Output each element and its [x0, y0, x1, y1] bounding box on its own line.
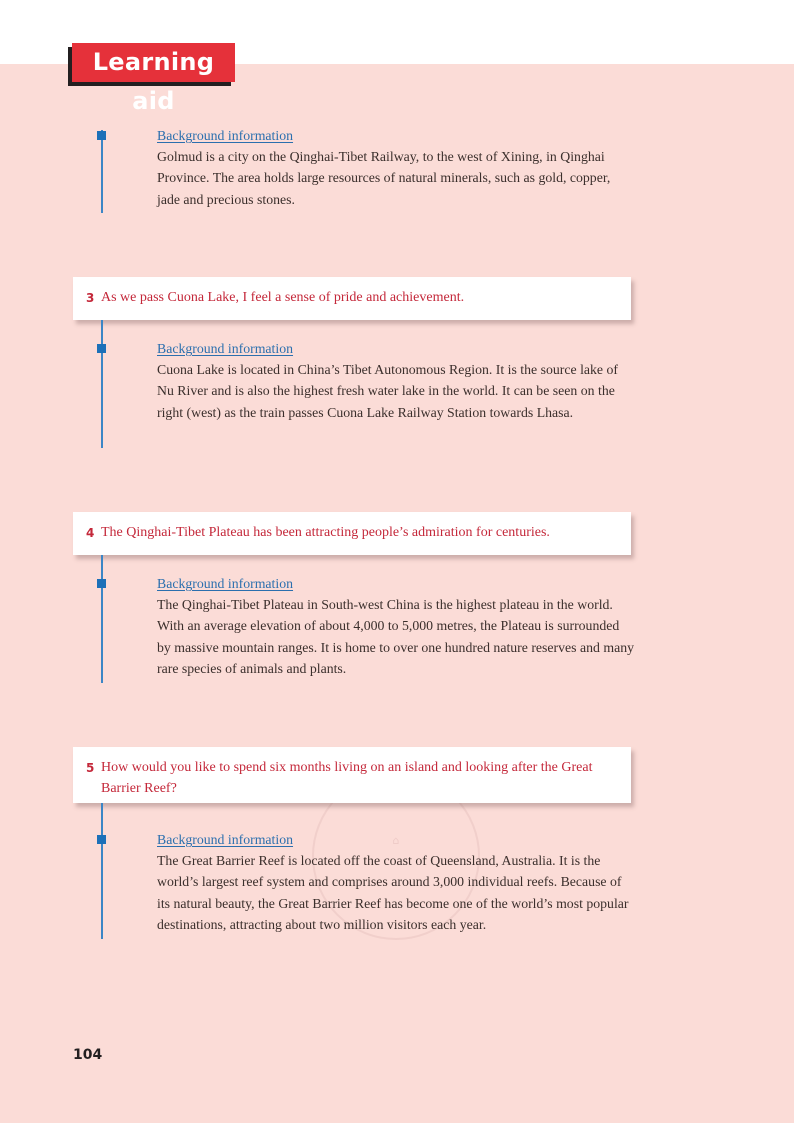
bullet-square-icon [97, 344, 106, 353]
page-title: Learning aid [72, 43, 235, 82]
background-info-block [157, 340, 635, 423]
question-text: As we pass Cuona Lake, I feel a sense of pride and achievement. [101, 290, 465, 305]
bullet-square-icon [97, 579, 106, 588]
background-info-heading: Background information [157, 341, 294, 356]
background-info-heading: Background information [157, 128, 294, 143]
question-number: 5 [86, 761, 95, 775]
timeline-line [101, 320, 103, 448]
question-text: How would you like to spend six months living on an island and looking after the Great Barrier Reef? [101, 760, 593, 796]
watermark-seal: ⌂ [312, 772, 480, 940]
background-info-text: The Great Barrier Reef is located off the coast of Queensland, Australia. It is the world’s largest reef system and comprises around 3,000 individual reefs. Because of its natural beauty, the Great Barrier Reef has become one of the world’s most popular destinations, attracting about two million visitors each year. [157, 853, 629, 932]
background-info-text: Cuona Lake is located in China’s Tibet Autonomous Region. It is the source lake of Nu River and is also the highest fresh water lake in the world. It can be seen on the right (west) as the train passes Cuona Lake Railway Station towards Lhasa. [157, 362, 618, 420]
background-info-heading: Background information [157, 832, 294, 847]
bullet-square-icon [97, 131, 106, 140]
timeline-line [101, 555, 103, 683]
question-number: 4 [86, 526, 95, 540]
question-box [73, 747, 631, 803]
background-info-block [157, 575, 635, 679]
question-text: The Qinghai-Tibet Plateau has been attracting people’s admiration for centuries. [101, 525, 550, 540]
bullet-square-icon [97, 835, 106, 844]
background-info-heading: Background information [157, 576, 294, 591]
question-box [73, 512, 631, 555]
background-info-text: The Qinghai-Tibet Plateau in South-west China is the highest plateau in the world. With an average elevation of about 4,000 to 5,000 metres, the Plateau is surrounded by massive mountain ranges. It is home to over one hundred nature reserves and many rare species of animals and plants. [157, 597, 635, 676]
question-box [73, 277, 631, 320]
question-number: 3 [86, 291, 95, 305]
timeline-line [101, 803, 103, 939]
background-info-text: Golmud is a city on the Qinghai-Tibet Railway, to the west of Xining, in Qinghai Province. The area holds large resources of natural minerals, such as gold, copper, jade and precious stones. [157, 149, 611, 207]
section-title-badge [68, 43, 238, 115]
timeline-line [101, 130, 103, 213]
background-info-block [157, 127, 635, 210]
page-number: 104 [73, 1047, 103, 1063]
background-info-block [157, 831, 635, 935]
